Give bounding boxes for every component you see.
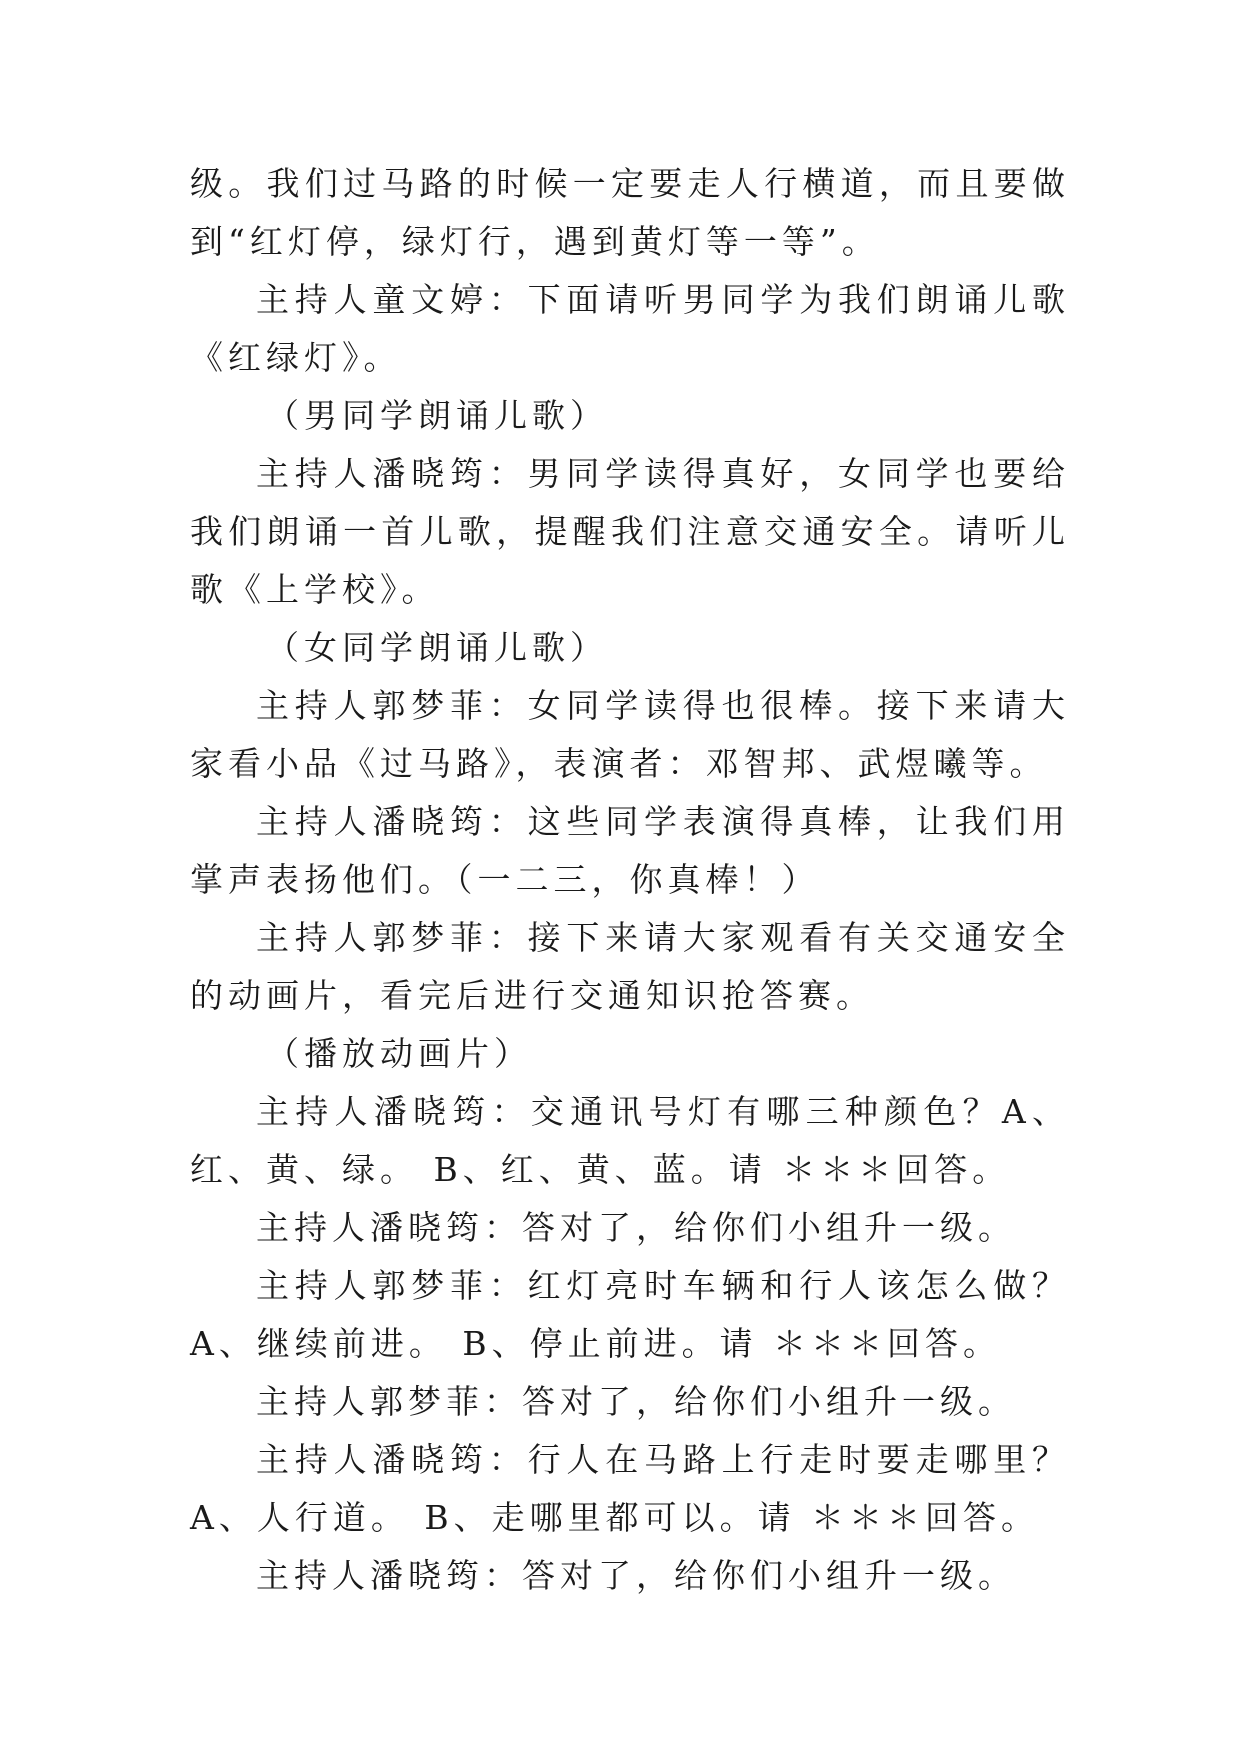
stage-direction: （播放动画片）	[266, 1034, 532, 1073]
paragraph: 主持人潘晓筠：答对了，给你们小组升一级。	[256, 1208, 1016, 1247]
paragraph: 主持人郭梦菲：女同学读得也很棒。接下来请大家看小品《过马路》，表演者：邓智邦、武煜曦等。	[190, 686, 1070, 783]
paragraph: 主持人郭梦菲：接下来请大家观看有关交通安全的动画片，看完后进行交通知识抢答赛。	[190, 918, 1070, 1015]
paragraph: 主持人童文婷：下面请听男同学为我们朗诵儿歌《红绿灯》。	[190, 280, 1070, 377]
stage-direction: （女同学朗诵儿歌）	[266, 628, 608, 667]
paragraph: 主持人潘晓筠：行人在马路上行走时要走哪里？A、人行道。 B、走哪里都可以。请 ＊＊＊回答。	[190, 1440, 1070, 1537]
paragraph: 主持人郭梦菲：红灯亮时车辆和行人该怎么做？A、继续前进。 B、停止前进。请 ＊＊＊回答。	[190, 1266, 1070, 1363]
stage-direction: （男同学朗诵儿歌）	[266, 396, 608, 435]
paragraph: 主持人潘晓筠：男同学读得真好，女同学也要给我们朗诵一首儿歌，提醒我们注意交通安全。请听儿歌《上学校》。	[190, 454, 1070, 609]
paragraph: 主持人潘晓筠：这些同学表演得真棒，让我们用掌声表扬他们。（一二三，你真棒！）	[190, 802, 1070, 899]
paragraph: 主持人潘晓筠：答对了，给你们小组升一级。	[256, 1556, 1016, 1595]
paragraph: 级。我们过马路的时候一定要走人行横道，而且要做到“红灯停，绿灯行，遇到黄灯等一等”。	[190, 164, 1070, 261]
paragraph: 主持人郭梦菲：答对了，给你们小组升一级。	[256, 1382, 1016, 1421]
document-body	[190, 155, 1070, 1605]
paragraph: 主持人潘晓筠：交通讯号灯有哪三种颜色？A、红、黄、绿。 B、红、黄、蓝。请 ＊＊＊回答。	[190, 1092, 1070, 1189]
